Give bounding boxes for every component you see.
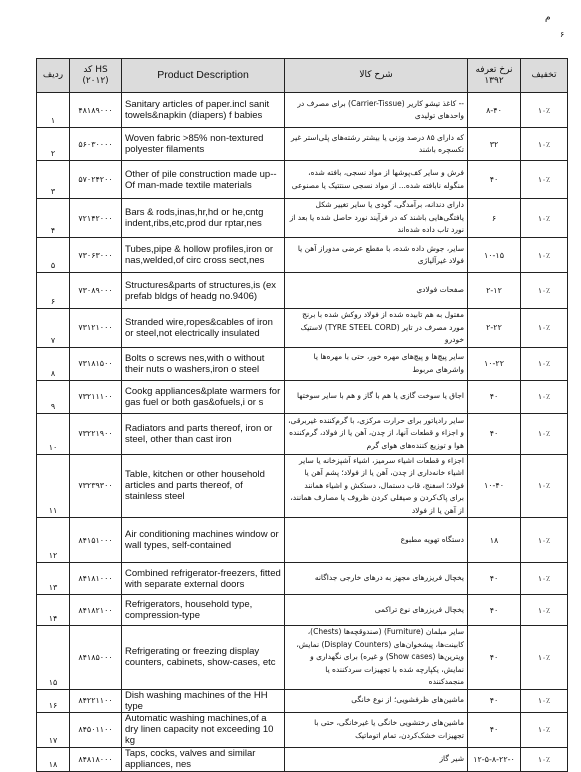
desc-en: Taps, cocks, valves and similar appliances, nes bbox=[122, 747, 285, 771]
desc-en: Stranded wire,ropes&cables of iron or steel,not electrically insulated bbox=[122, 309, 285, 348]
tariff-rate: ۴۰ bbox=[468, 413, 521, 454]
table-row bbox=[37, 238, 568, 273]
table-row bbox=[37, 595, 568, 626]
hs-code: ۷۳۲۲۱۹۰۰ bbox=[70, 413, 122, 454]
tariff-rate: ۳۲ bbox=[468, 128, 521, 161]
hs-code: ۸۴۵۰۱۱۰۰ bbox=[70, 712, 122, 747]
desc-en: Bars & rods,inas,hr,hd or he,cntg indent,ribs,etc,prod dur rptar,nes bbox=[122, 199, 285, 238]
desc-fa: یخچال فریزرهای مجهز به درهای خارجی جداگانه bbox=[285, 563, 468, 595]
table-row bbox=[37, 309, 568, 348]
row-number: ۱۶ bbox=[37, 689, 70, 712]
row-number: ۱۸ bbox=[37, 747, 70, 771]
table-row bbox=[37, 93, 568, 128]
table-row bbox=[37, 413, 568, 454]
discount: ۱۰٪ bbox=[521, 128, 568, 161]
tariff-rate: ۴۰ bbox=[468, 626, 521, 690]
hs-code: ۸۴۲۲۱۱۰۰ bbox=[70, 689, 122, 712]
row-number: ۱۳ bbox=[37, 563, 70, 595]
table-row bbox=[37, 161, 568, 199]
header-row bbox=[37, 59, 568, 93]
discount: ۱۰٪ bbox=[521, 454, 568, 518]
discount: ۱۰٪ bbox=[521, 413, 568, 454]
header-tariff: نرخ تعرفه ۱۳۹۲ bbox=[468, 59, 521, 93]
tariff-table bbox=[36, 58, 568, 772]
desc-fa: مفتول به هم تابیده شده از فولاد روکش شده با برنج مورد مصرف در تایر (TYRE STEEL CORD) لاستیک خودرو bbox=[285, 309, 468, 348]
tariff-rate: ۲-۱۲ bbox=[468, 273, 521, 309]
discount: ۱۰٪ bbox=[521, 626, 568, 690]
row-number: ۷ bbox=[37, 309, 70, 348]
header-row-no: ردیف bbox=[37, 59, 70, 93]
discount: ۱۰٪ bbox=[521, 347, 568, 380]
header-discount: تخفیف bbox=[521, 59, 568, 93]
table-row bbox=[37, 273, 568, 309]
hs-code: ۷۳۰۸۹۰۰۰ bbox=[70, 273, 122, 309]
desc-en: Tubes,pipe & hollow profiles,iron or nas,welded,of circ cross sect,nes bbox=[122, 238, 285, 273]
desc-fa: شیر گاز bbox=[285, 747, 468, 771]
desc-fa: اجزاء و قطعات اشیاء سرمیز، اشیاء آشپزخانه یا سایر اشیاء خانه‌داری از چدن، آهن یا از فولاد؛ پشم آهن یا فولاد؛ اسفنج، قاب دستمال، دستکش و اشیاء همانند برای پاک‌کردن و صیقلی کردن ظروف یا مصارف همانند، از آهن یا از فولاد bbox=[285, 454, 468, 518]
table-row bbox=[37, 380, 568, 413]
discount: ۱۰٪ bbox=[521, 563, 568, 595]
hs-code: ۵۶۰۳۰۰۰۰ bbox=[70, 128, 122, 161]
desc-fa: سایر پیچ‌ها و پیچ‌های مهره خور، حتی با مهره‌ها یا واشرهای مربوط bbox=[285, 347, 468, 380]
hs-code: ۴۸۱۸۹۰۰۰ bbox=[70, 93, 122, 128]
table-row bbox=[37, 563, 568, 595]
desc-fa: اجاق یا سوخت گازی یا هم با گاز و هم با سایر سوختها bbox=[285, 380, 468, 413]
desc-fa: ماشین‌های ظرفشویی؛ از نوع خانگی bbox=[285, 689, 468, 712]
desc-en: Woven fabric >85% non-textured polyester filaments bbox=[122, 128, 285, 161]
desc-fa: ماشین‌های رختشویی خانگی یا غیرخانگی، حتی با تجهیزات خشک‌کردن، تمام اتوماتیک bbox=[285, 712, 468, 747]
table-row bbox=[37, 689, 568, 712]
discount: ۱۰٪ bbox=[521, 595, 568, 626]
row-number: ۱۰ bbox=[37, 413, 70, 454]
tariff-rate: ۴۰ bbox=[468, 712, 521, 747]
table-row bbox=[37, 626, 568, 690]
hs-code: ۷۳۱۲۱۰۰۰ bbox=[70, 309, 122, 348]
page-mark: م bbox=[545, 13, 551, 23]
row-number: ۱۵ bbox=[37, 626, 70, 690]
desc-fa: یخچال فریزرهای نوع تراکمی bbox=[285, 595, 468, 626]
desc-en: Radiators and parts thereof, iron or steel, other than cast iron bbox=[122, 413, 285, 454]
row-number: ۱ bbox=[37, 93, 70, 128]
header-desc-fa: شرح کالا bbox=[285, 59, 468, 93]
hs-code: ۸۴۱۸۲۱۰۰ bbox=[70, 595, 122, 626]
discount: ۱۰٪ bbox=[521, 689, 568, 712]
hs-code: ۸۴۸۱۸۰۰۰ bbox=[70, 747, 122, 771]
desc-en: Automatic washing machines,of a dry linen capacity not exceeding 10 kg bbox=[122, 712, 285, 747]
tariff-rate: ۴۰ bbox=[468, 563, 521, 595]
desc-fa: سایر، جوش داده شده، با مقطع عرضی مدوراز آهن یا فولاد غیرآلیاژی bbox=[285, 238, 468, 273]
desc-en: Structures&parts of structures,is (ex prefab bldgs of headg no.9406) bbox=[122, 273, 285, 309]
row-number: ۳ bbox=[37, 161, 70, 199]
row-number: ۵ bbox=[37, 238, 70, 273]
tariff-rate: ۲-۲۲ bbox=[468, 309, 521, 348]
tariff-rate: ۴۰ bbox=[468, 595, 521, 626]
tariff-rate: ۸-۴۰ bbox=[468, 93, 521, 128]
hs-code: ۷۳۲۳۹۳۰۰ bbox=[70, 454, 122, 518]
row-number: ۸ bbox=[37, 347, 70, 380]
discount: ۱۰٪ bbox=[521, 380, 568, 413]
discount: ۱۰٪ bbox=[521, 747, 568, 771]
desc-en: Refrigerating or freezing display counters, cabinets, show-cases, etc bbox=[122, 626, 285, 690]
tariff-rate: ۱۲-۵-۸-۲۲-۰ bbox=[468, 747, 521, 771]
hs-code: ۷۳۲۱۱۱۰۰ bbox=[70, 380, 122, 413]
desc-en: Bolts o screws nes,with o without their nuts o washers,iron o steel bbox=[122, 347, 285, 380]
desc-fa: صفحات فولادی bbox=[285, 273, 468, 309]
hs-code: ۸۴۱۸۵۰۰۰ bbox=[70, 626, 122, 690]
hs-code: ۷۲۱۴۲۰۰۰ bbox=[70, 199, 122, 238]
tariff-rate: ۱۰-۴۰ bbox=[468, 454, 521, 518]
tariff-rate: ۴۰ bbox=[468, 380, 521, 413]
row-number: ۱۲ bbox=[37, 518, 70, 563]
tariff-rate: ۶ bbox=[468, 199, 521, 238]
desc-fa: -- کاغذ تیشو کاریر (Carrier-Tissue) برای مصرف در واحدهای تولیدی bbox=[285, 93, 468, 128]
desc-fa: دارای دندانه، برآمدگی، گودی یا سایر تغییر شکل یافتگی‌هایی باشند که در فرآیند نورد حاصل شده یا بعد از نورد تاب داده شده‌اند bbox=[285, 199, 468, 238]
tariff-rate: ۴۰ bbox=[468, 689, 521, 712]
row-number: ۱۱ bbox=[37, 454, 70, 518]
desc-en: Sanitary articles of paper.incl sanit towels&napkin (diapers) f babies bbox=[122, 93, 285, 128]
desc-en: Table, kitchen or other household articles and parts thereof, of stainless steel bbox=[122, 454, 285, 518]
hs-code: ۷۳۰۶۳۰۰۰ bbox=[70, 238, 122, 273]
table-row bbox=[37, 747, 568, 771]
discount: ۱۰٪ bbox=[521, 199, 568, 238]
hs-code: ۸۴۱۵۱۰۰۰ bbox=[70, 518, 122, 563]
header-hs: کد HS (۲۰۱۲) bbox=[70, 59, 122, 93]
row-number: ۶ bbox=[37, 273, 70, 309]
hs-code: ۸۴۱۸۱۰۰۰ bbox=[70, 563, 122, 595]
desc-en: Cookg appliances&plate warmers for gas fuel or both gas&ofuels,i or s bbox=[122, 380, 285, 413]
table-row bbox=[37, 128, 568, 161]
row-number: ۱۷ bbox=[37, 712, 70, 747]
tariff-rate: ۱۰-۱۵ bbox=[468, 238, 521, 273]
desc-fa: فرش و سایر کف‌پوشها از مواد نسجی، بافته شده، منگوله نابافته شده... از مواد نسجی سنتتیک یا مصنوعی bbox=[285, 161, 468, 199]
desc-fa: سایر رادیاتور برای حرارت مرکزی، با گرم‌کننده غیربرقی، و اجزاء و قطعات آنها، از چدن، آهن یا از فولاد، گرم‌کننده هوا و توزیع کننده‌های هوای گرم bbox=[285, 413, 468, 454]
desc-en: Other of pile construction made up--Of man-made textile materials bbox=[122, 161, 285, 199]
desc-fa: که دارای ۸۵ درصد وزنی یا بیشتر رشته‌های پلی‌استر غیر تکسچره باشند bbox=[285, 128, 468, 161]
desc-en: Air conditioning machines window or wall types, self-contained bbox=[122, 518, 285, 563]
row-number: ۱۴ bbox=[37, 595, 70, 626]
hs-code: ۷۳۱۸۱۵۰۰ bbox=[70, 347, 122, 380]
discount: ۱۰٪ bbox=[521, 712, 568, 747]
discount: ۱۰٪ bbox=[521, 161, 568, 199]
row-number: ۴ bbox=[37, 199, 70, 238]
tariff-rate: ۱۸ bbox=[468, 518, 521, 563]
desc-fa: سایر مبلمان (Furniture) (صندوقچه‌ها (Chests)، کابینت‌ها، پیشخوان‌های (Display Counters) نمایش، ویترین‌ها (Show cases) و غیره) برای نگهداری و نمایش، یکپارچه شده با تجهیزات سردکننده یا منجمدکننده bbox=[285, 626, 468, 690]
table-row bbox=[37, 518, 568, 563]
table-row bbox=[37, 712, 568, 747]
header-desc-en: Product Description bbox=[122, 59, 285, 93]
discount: ۱۰٪ bbox=[521, 238, 568, 273]
row-number: ۹ bbox=[37, 380, 70, 413]
desc-en: Combined refrigerator-freezers, fitted with separate external doors bbox=[122, 563, 285, 595]
desc-en: Refrigerators, household type, compression-type bbox=[122, 595, 285, 626]
table-row bbox=[37, 347, 568, 380]
hs-code: ۵۷۰۲۴۲۰۰ bbox=[70, 161, 122, 199]
row-number: ۲ bbox=[37, 128, 70, 161]
discount: ۱۰٪ bbox=[521, 273, 568, 309]
page-number: ۶ bbox=[560, 30, 565, 39]
desc-fa: دستگاه تهویه مطبوع bbox=[285, 518, 468, 563]
discount: ۱۰٪ bbox=[521, 309, 568, 348]
table-row bbox=[37, 454, 568, 518]
discount: ۱۰٪ bbox=[521, 93, 568, 128]
tariff-rate: ۱۰-۲۲ bbox=[468, 347, 521, 380]
tariff-rate: ۴۰ bbox=[468, 161, 521, 199]
desc-en: Dish washing machines of the HH type bbox=[122, 689, 285, 712]
discount: ۱۰٪ bbox=[521, 518, 568, 563]
table-row bbox=[37, 199, 568, 238]
